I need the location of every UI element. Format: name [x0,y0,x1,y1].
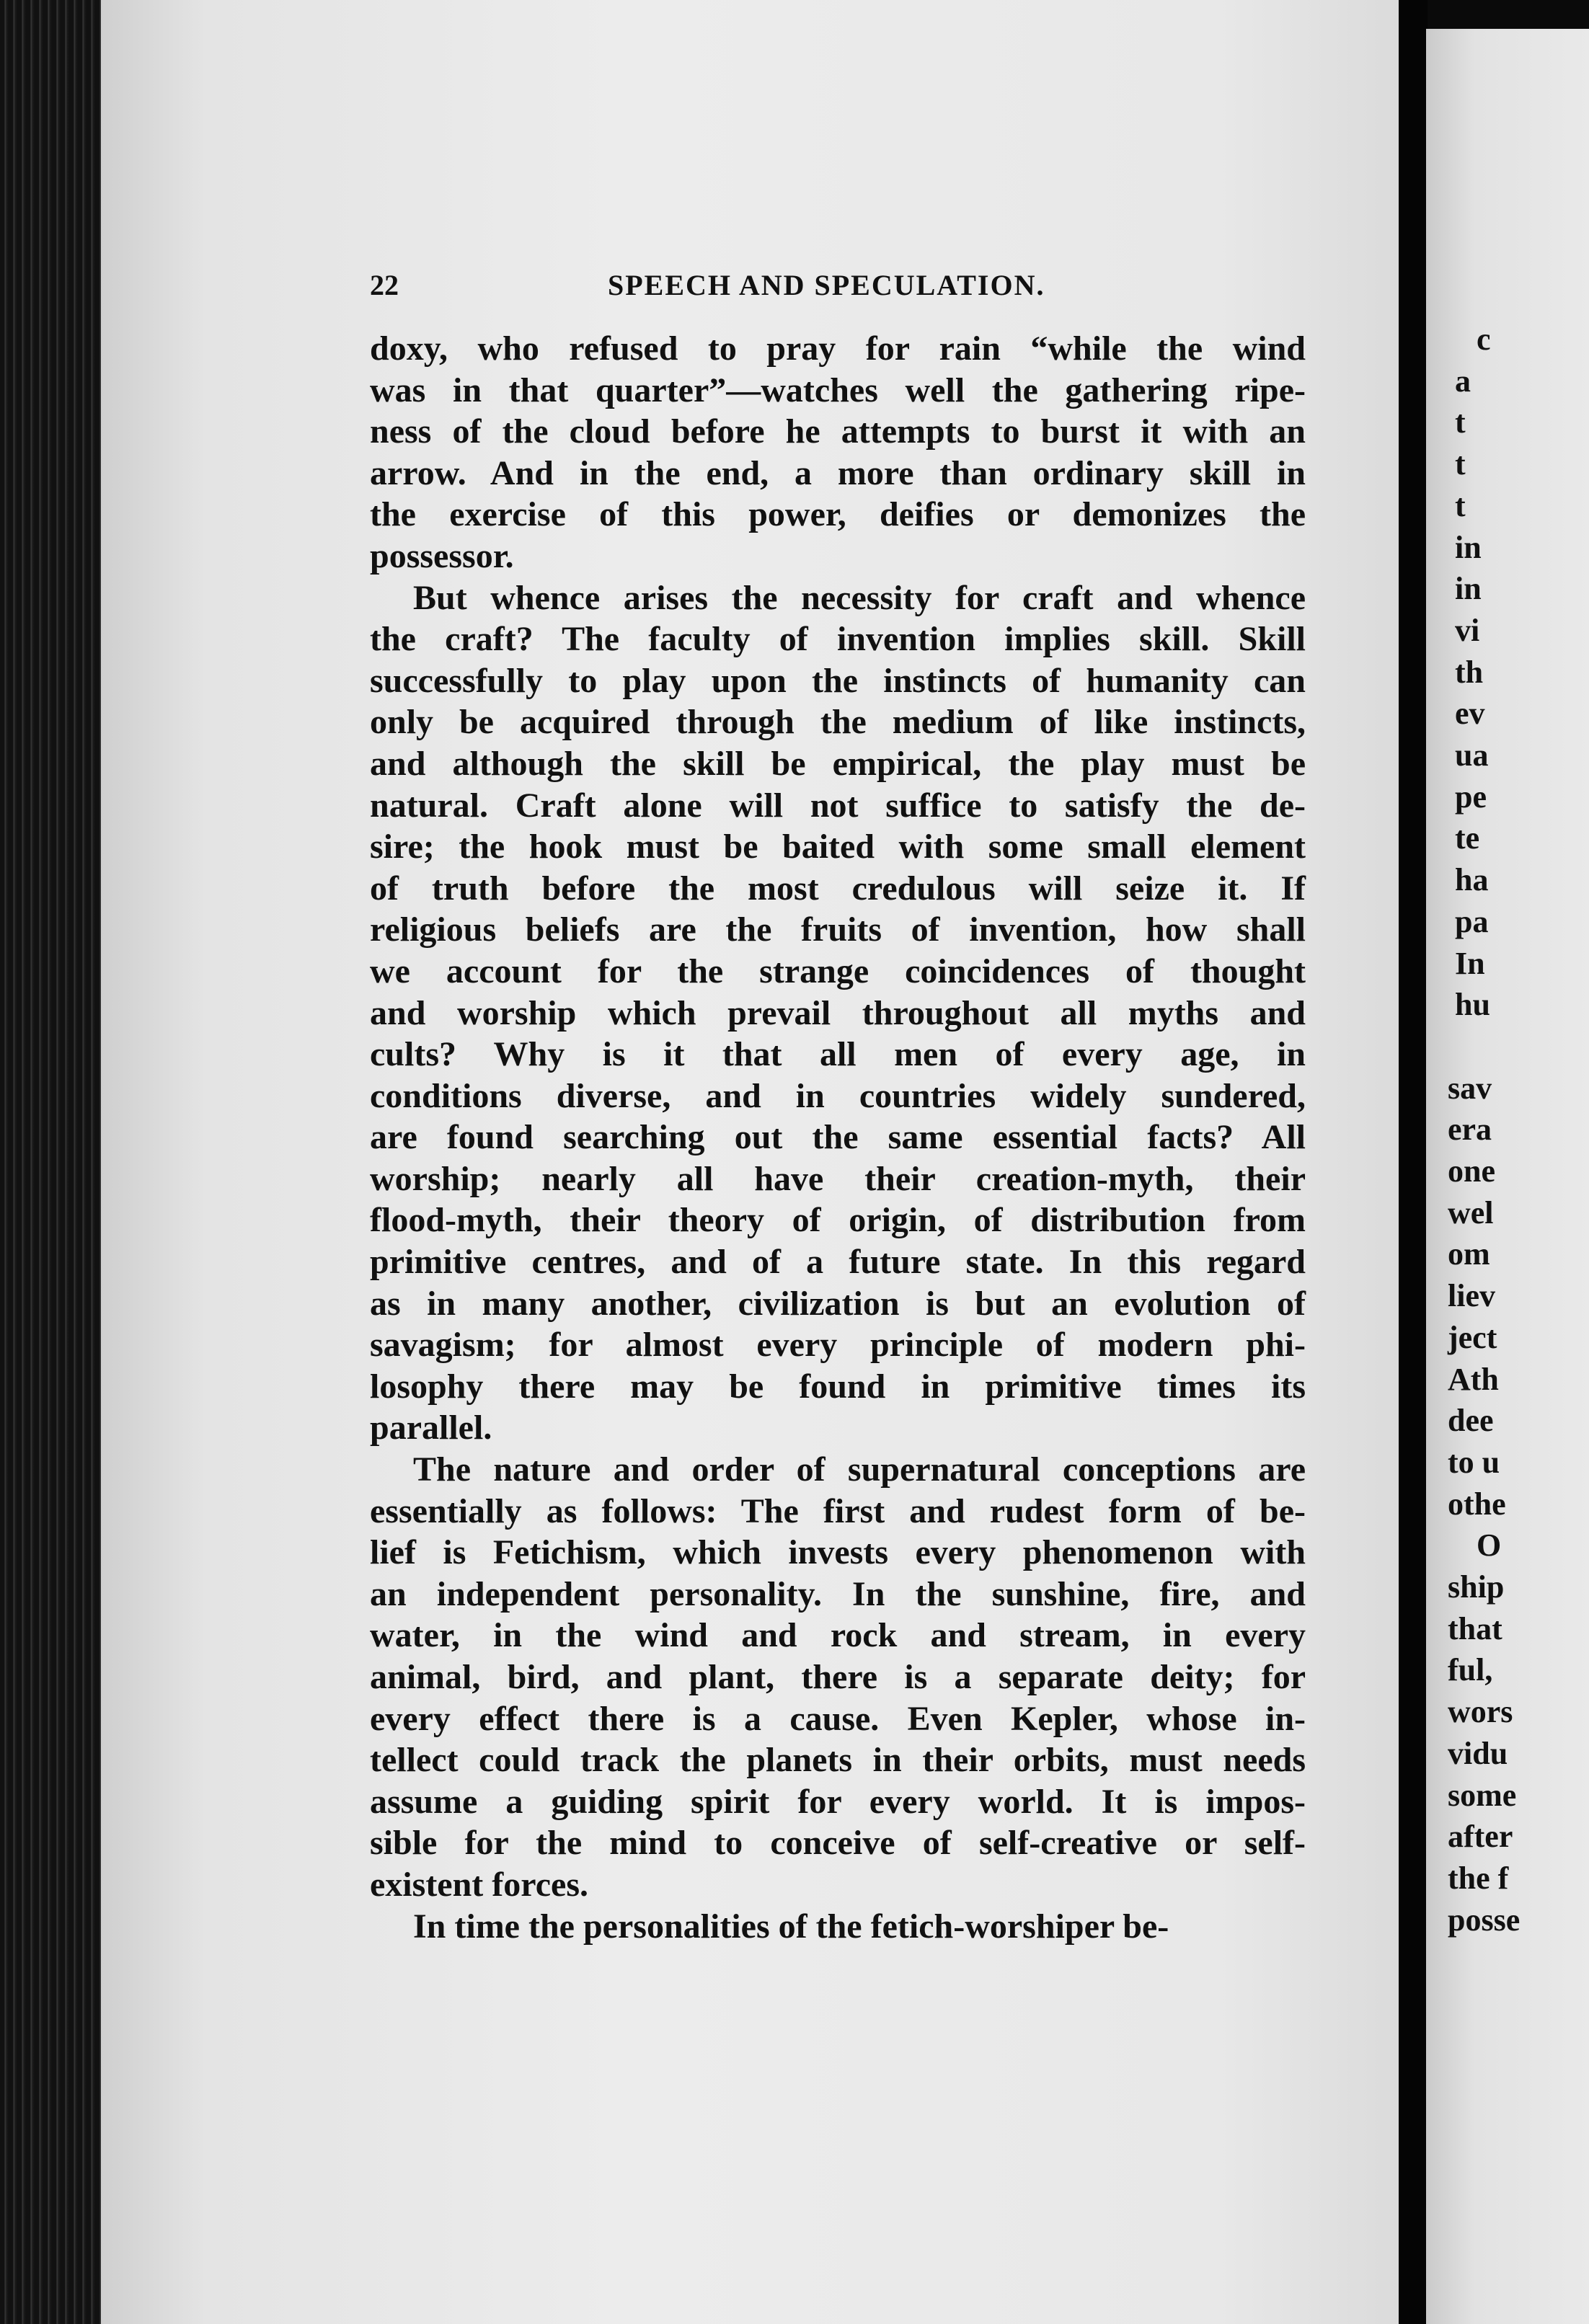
adjacent-page-fragment: hu [1455,987,1490,1023]
adjacent-page-fragment: to u [1448,1444,1500,1480]
text-line: sible for the mind to conceive of self-creative or self- [370,1824,1306,1863]
text-line: the exercise of this power, deifies or demonizes the [370,495,1306,534]
adjacent-page-fragment: pe [1455,779,1487,815]
adjacent-page-fragment: sav [1448,1070,1492,1106]
adjacent-page-fragment: ua [1455,737,1489,773]
adjacent-page-fragment: t [1455,404,1466,440]
text-line: an independent personality. In the sunshine, fire, and [370,1574,1306,1613]
adjacent-page-fragment: c [1477,321,1491,357]
text-line: parallel. [370,1409,492,1447]
text-line: water, in the wind and rock and stream, in every [370,1616,1306,1655]
book-page-edges [0,0,108,2324]
adjacent-page-fragment: te [1455,820,1480,856]
text-line: the craft? The faculty of invention implies skill. Skill [370,620,1306,659]
adjacent-page-fragment: some [1448,1777,1517,1813]
text-line: possessor. [370,536,514,575]
text-line: conditions diverse, and in countries widely sundered, [370,1076,1306,1115]
text-line: savagism; for almost every principle of modern phi- [370,1326,1306,1365]
adjacent-page-fragment: ful, [1448,1652,1493,1688]
adjacent-page [1426,29,1589,2324]
adjacent-page-fragment: after [1448,1819,1513,1855]
adjacent-page-fragment: t [1455,446,1466,482]
adjacent-page-fragment: liev [1448,1278,1495,1314]
text-line: primitive centres, and of a future state. In this regard [370,1243,1306,1282]
adjacent-page-fragment: th [1455,654,1484,690]
body-text [370,328,1306,1947]
adjacent-page-fragment: t [1455,487,1466,523]
adjacent-page-fragment: dee [1448,1403,1494,1439]
text-line: religious beliefs are the fruits of invention, how shall [370,910,1306,949]
adjacent-page-fragment: wel [1448,1194,1494,1230]
adjacent-page-fragment: ship [1448,1569,1505,1605]
adjacent-page-fragment: the f [1448,1860,1509,1896]
adjacent-page-fragment: era [1448,1112,1492,1148]
text-line: flood-myth, their theory of origin, of distribution from [370,1201,1306,1240]
text-line: existent forces. [370,1865,588,1904]
adjacent-page-fragment: othe [1448,1486,1506,1522]
text-line: of truth before the most credulous will seize it. If [370,869,1306,908]
text-line: every effect there is a cause. Even Kepler, whose in- [370,1699,1306,1738]
adjacent-page-fragment: vidu [1448,1735,1508,1771]
text-line: ness of the cloud before he attempts to burst it with an [370,412,1306,451]
text-line: sire; the hook must be baited with some small element [370,828,1306,866]
text-line: are found searching out the same essential facts? All [370,1118,1306,1157]
adjacent-page-fragment: In [1455,945,1485,981]
adjacent-page-fragment: pa [1455,903,1489,939]
adjacent-page-fragment: in [1455,571,1482,607]
text-line: lief is Fetichism, which invests every phenomenon with [370,1533,1306,1572]
text-line: worship; nearly all have their creation-myth, their [370,1159,1306,1198]
adjacent-page-fragment: ev [1455,696,1485,732]
adjacent-page-fragment: a [1455,363,1471,399]
text-line: successfully to play upon the instincts of humanity can [370,661,1306,700]
text-line: assume a guiding spirit for every world. It is impos- [370,1782,1306,1821]
book-gutter [1399,0,1428,2324]
adjacent-page-fragment: vi [1455,612,1480,648]
running-title: SPEECH AND SPECULATION. [608,269,1045,301]
adjacent-page-fragment: O [1477,1527,1502,1564]
page-number: 22 [370,269,399,301]
text-line: essentially as follows: The first and rudest form of be- [370,1491,1306,1530]
running-head [370,268,1307,311]
text-line: cults? Why is it that all men of every age, in [370,1035,1306,1074]
text-line: only be acquired through the medium of like instincts, [370,703,1306,742]
text-line: and worship which prevail throughout all myths and [370,993,1306,1032]
text-line: The nature and order of supernatural conceptions are [413,1450,1306,1489]
text-line: tellect could track the planets in their orbits, must needs [370,1741,1306,1780]
text-line: was in that quarter”—watches well the gathering ripe- [370,371,1306,409]
text-line: we account for the strange coincidences of thought [370,952,1306,990]
adjacent-page-fragment: in [1455,529,1482,565]
text-line: and although the skill be empirical, the play must be [370,744,1306,783]
text-line: as in many another, civilization is but an evolution of [370,1284,1306,1323]
text-line: doxy, who refused to pray for rain “while the wind [370,329,1306,368]
adjacent-page-fragment: that [1448,1610,1502,1646]
adjacent-page-fragment: one [1448,1153,1495,1189]
adjacent-page-fragment: posse [1448,1902,1521,1938]
adjacent-page-fragment: Ath [1448,1361,1499,1397]
adjacent-page-fragment: om [1448,1236,1490,1272]
text-line: But whence arises the necessity for craft and whence [413,578,1306,617]
text-line: In time the personalities of the fetich-worshiper be- [413,1907,1169,1946]
text-line: arrow. And in the end, a more than ordinary skill in [370,453,1306,492]
text-line: animal, bird, and plant, there is a separate deity; for [370,1658,1306,1696]
text-line: losophy there may be found in primitive times its [370,1367,1306,1406]
adjacent-page-fragment: ha [1455,862,1489,898]
adjacent-page-fragment: ject [1448,1319,1497,1355]
text-line: natural. Craft alone will not suffice to satisfy the de- [370,786,1306,825]
adjacent-page-fragment: wors [1448,1694,1513,1730]
